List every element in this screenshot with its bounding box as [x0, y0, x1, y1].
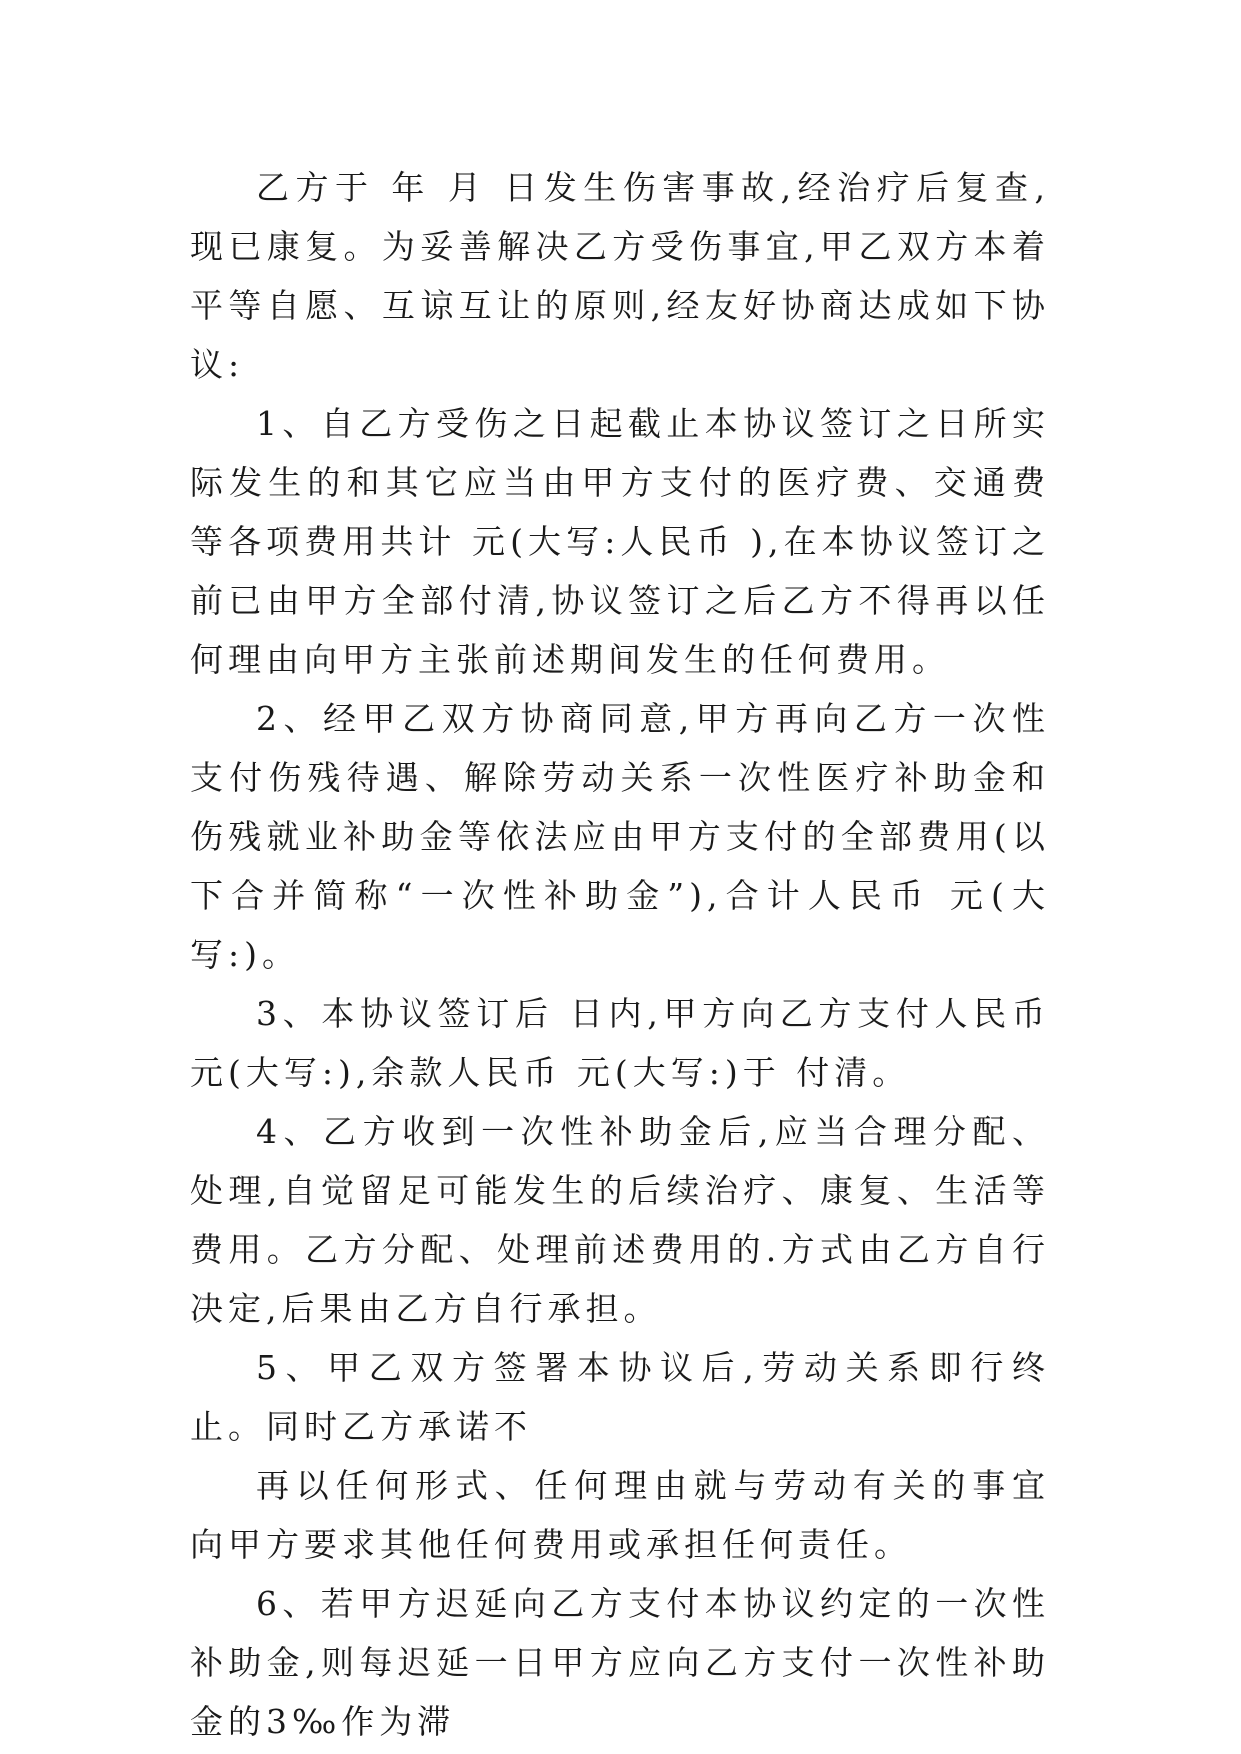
paragraph-intro: 乙方于 年 月 日发生伤害事故,经治疗后复查,现已康复。为妥善解决乙方受伤事宜,甲乙双方本着平等自愿、互谅互让的原则,经友好协商达成如下协议: [190, 168, 1050, 384]
paragraph-clause-6: 6、若甲方迟延向乙方支付本协议约定的一次性补助金,则每迟延一日甲方应向乙方支付一次性补助金的3‰作为滞 [190, 1584, 1050, 1741]
paragraph-clause-1: 1、自乙方受伤之日起截止本协议签订之日所实际发生的和其它应当由甲方支付的医疗费、交通费等各项费用共计 元(大写:人民币 ),在本协议签订之前已由甲方全部付清,协议签订之后乙方不得再以任何理由向甲方主张前述期间发生的任何费用。 [190, 404, 1050, 679]
agreement-body [190, 158, 1050, 1751]
paragraph-clause-2: 2、经甲乙双方协商同意,甲方再向乙方一次性支付伤残待遇、解除劳动关系一次性医疗补助金和伤残就业补助金等依法应由甲方支付的全部费用(以下合并简称“一次性补助金”),合计人民币 元(大写:)。 [190, 699, 1050, 974]
paragraph-clause-5: 5、甲乙双方签署本协议后,劳动关系即行终止。同时乙方承诺不 [190, 1348, 1050, 1446]
paragraph-clause-3: 3、本协议签订后 日内,甲方向乙方支付人民币 元(大写:),余款人民币 元(大写:)于 付清。 [190, 994, 1050, 1092]
paragraph-clause-4: 4、乙方收到一次性补助金后,应当合理分配、处理,自觉留足可能发生的后续治疗、康复、生活等费用。乙方分配、处理前述费用的.方式由乙方自行决定,后果由乙方自行承担。 [190, 1112, 1050, 1328]
paragraph-clause-5-continued: 再以任何形式、任何理由就与劳动有关的事宜向甲方要求其他任何费用或承担任何责任。 [190, 1466, 1050, 1564]
